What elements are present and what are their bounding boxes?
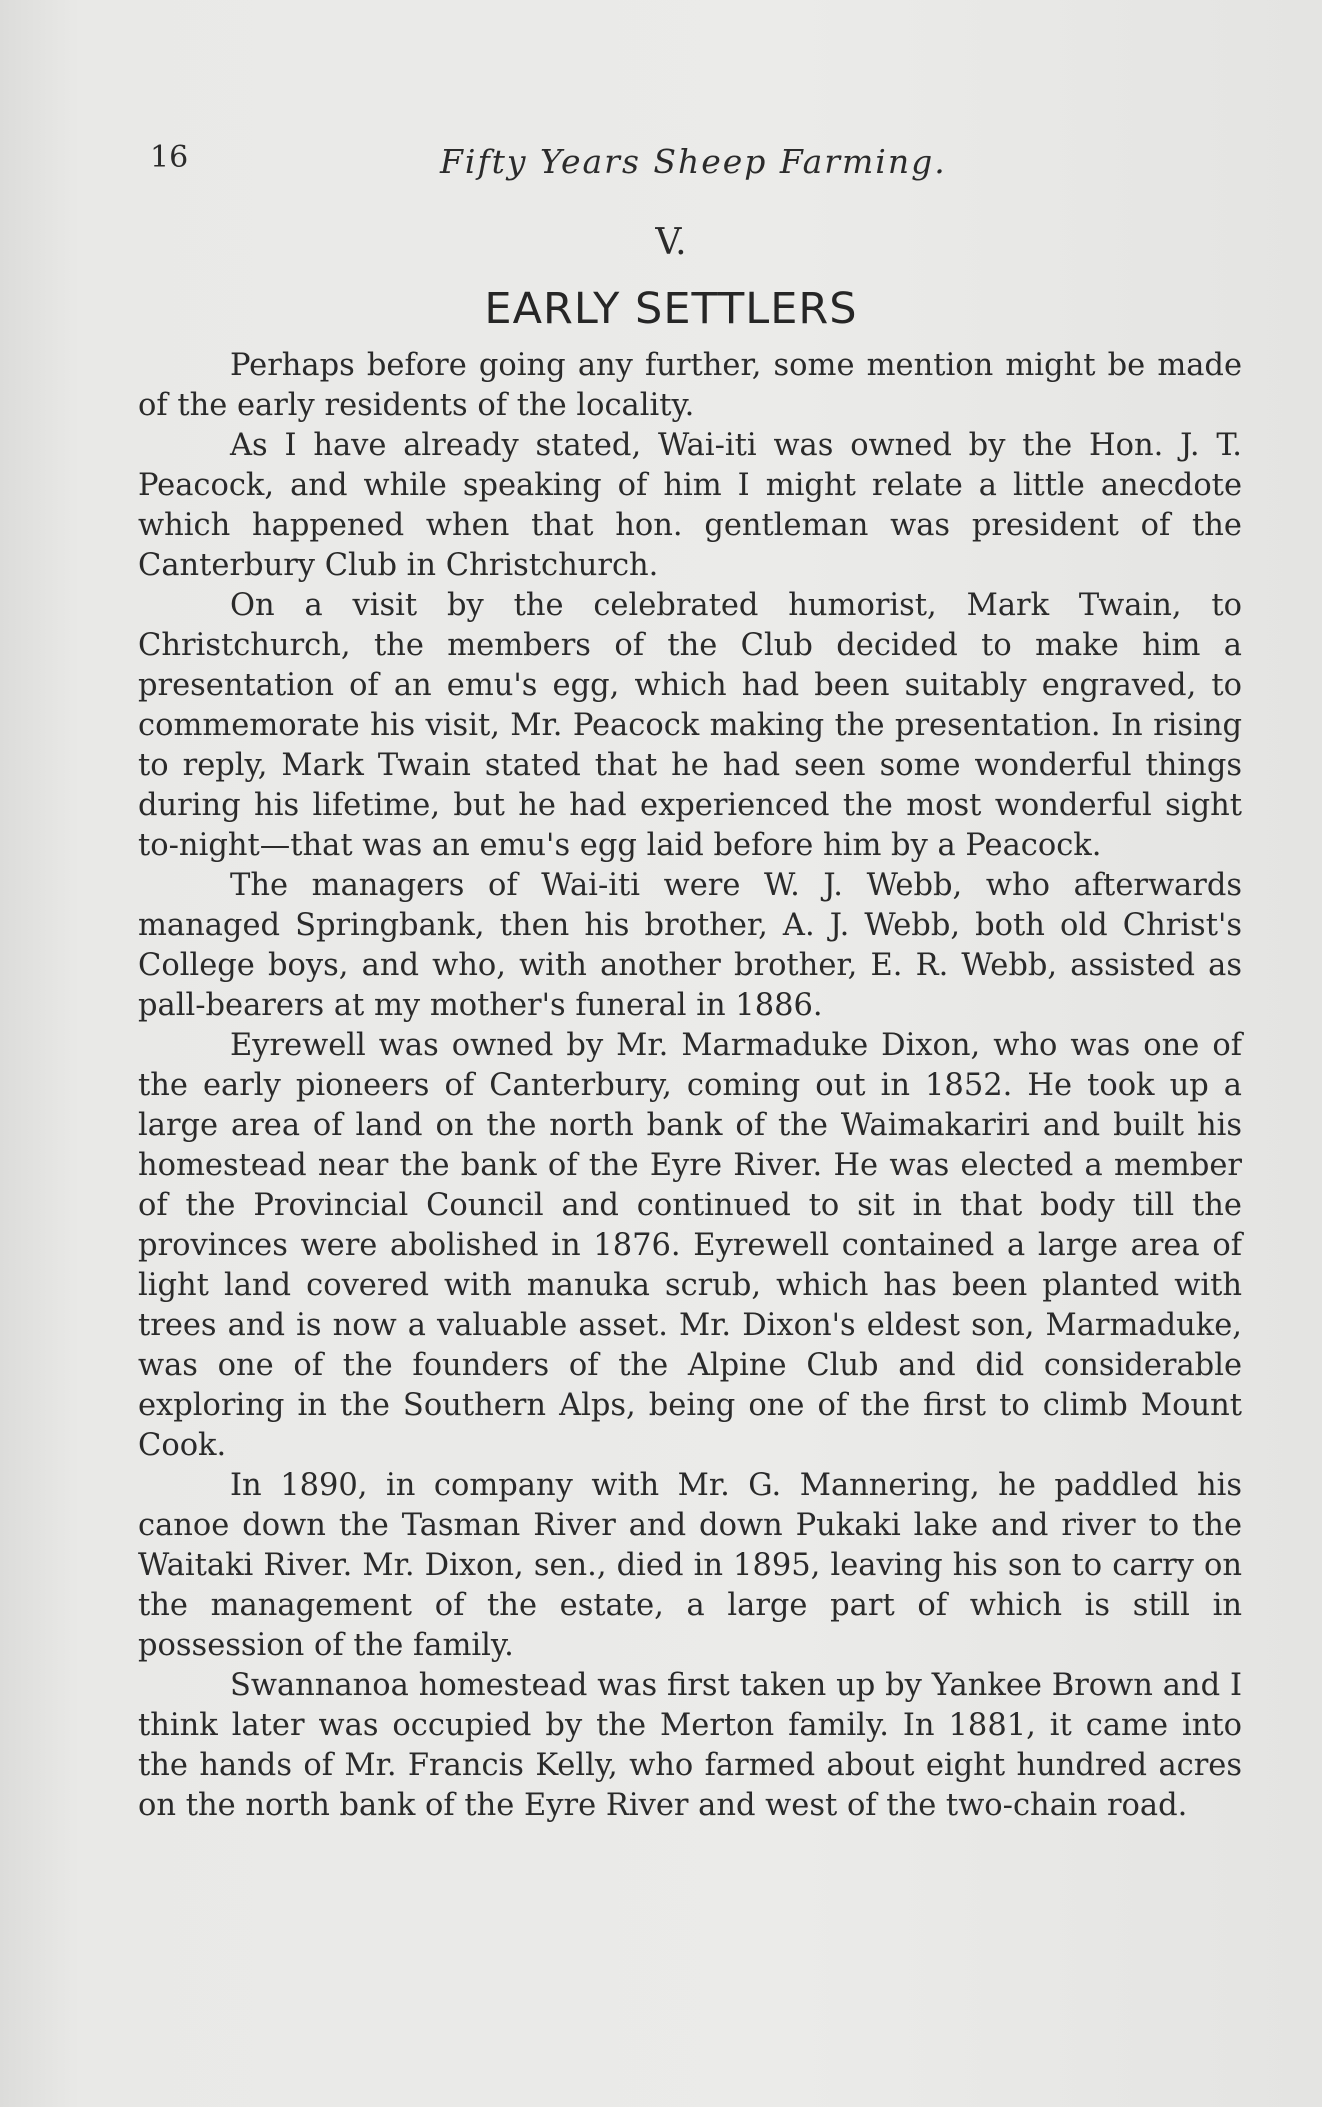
paragraph-swannanoa: Swannanoa homestead was first taken up by Yankee Brown and I think later was occupied by the Merton family. In 1881, it came into the hands of Mr. Francis Kelly, who farmed about eight hundred acres on the north bank of the Eyre River and west of the two-chain road. — [138, 1668, 1242, 1823]
running-head — [150, 140, 1260, 190]
page-number: 16 — [150, 140, 189, 175]
paragraph-eyrewell: Eyrewell was owned by Mr. Marmaduke Dixon, who was one of the early pioneers of Canterbury, coming out in 1852. He took up a large area of land on the north bank of the Waimakariri and built his homestead near the bank of the Eyre River. He was elected a member of the Provincial Council and continued to sit in that body till the provinces were abolished in 1876. Eyrewell contained a large area of light land covered with manuka scrub, which has been planted with trees and is now a valuable asset. Mr. Dixon's eldest son, Marmaduke, was one of the founders of the Alpine Club and did considerable exploring in the Southern Alps, being one of the first to climb Mount Cook. — [138, 1028, 1242, 1463]
paragraph-managers: The managers of Wai-iti were W. J. Webb, who afterwards managed Springbank, then his brother, A. J. Webb, both old Christ's College boys, and who, with another brother, E. R. Webb, assisted as pall-bearers at my mother's funeral in 1886. — [138, 868, 1242, 1023]
paragraph-mark-twain: On a visit by the celebrated humorist, Mark Twain, to Christchurch, the members of the Club decided to make him a presentation of an emu's egg, which had been suitably engraved, to commemorate his visit, Mr. Peacock making the presentation. In rising to reply, Mark Twain stated that he had seen some wonderful things during his lifetime, but he had experienced the most wonderful sight to-night—that was an emu's egg laid before him by a Peacock. — [138, 588, 1242, 863]
paragraph-canoe: In 1890, in company with Mr. G. Mannering, he paddled his canoe down the Tasman River and down Pukaki lake and river to the Waitaki River. Mr. Dixon, sen., died in 1895, leaving his son to carry on the management of the estate, a large part of which is still in possession of the family. — [138, 1468, 1242, 1663]
paragraph-wai-iti: As I have already stated, Wai-iti was owned by the Hon. J. T. Peacock, and while speaking of him I might relate a little anecdote which happened when that hon. gentleman was president of the Canterbury Club in Christchurch. — [138, 428, 1242, 583]
body-text — [138, 346, 1242, 1826]
chapter-number: V. — [655, 222, 687, 263]
chapter-title: EARLY SETTLERS — [484, 284, 858, 334]
paragraph-intro: Perhaps before going any further, some mention might be made of the early residents of the locality. — [138, 348, 1242, 423]
book-title: Fifty Years Sheep Farming. — [440, 142, 947, 181]
